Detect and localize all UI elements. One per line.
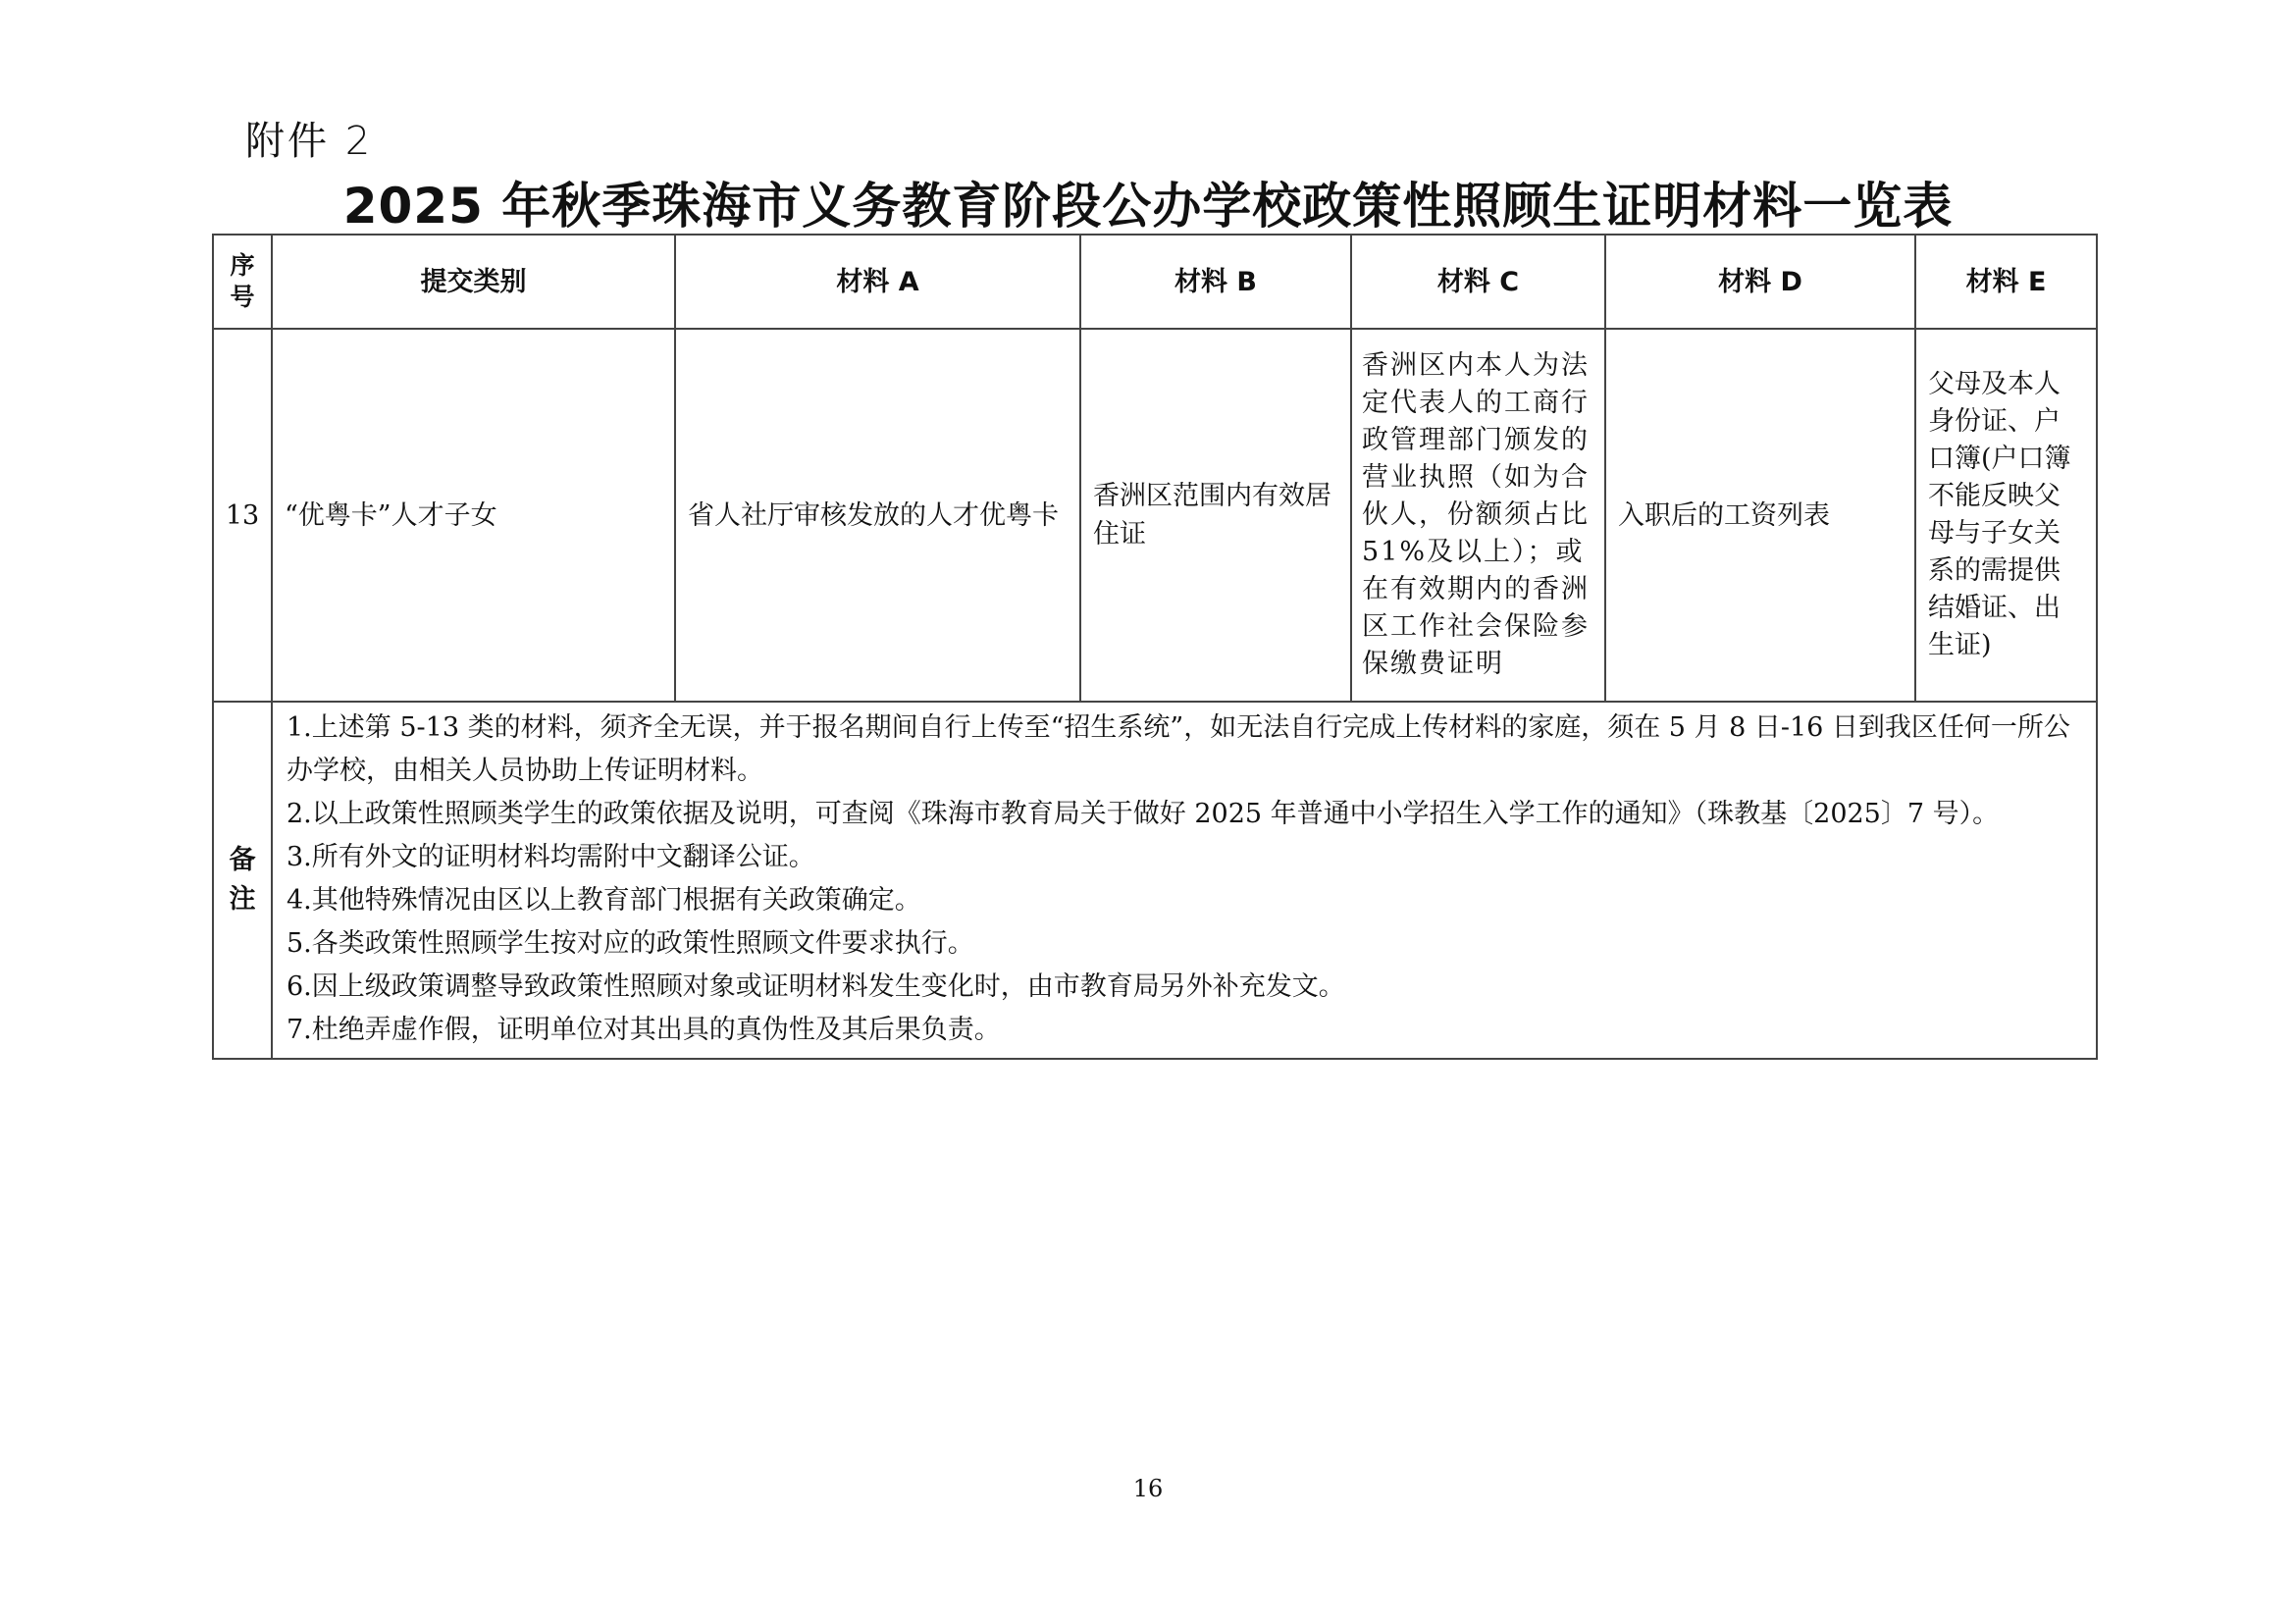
row-material-d: 入职后的工资列表 — [1605, 329, 1915, 702]
table-row — [213, 329, 2097, 702]
remarks-content — [272, 702, 2097, 1059]
remarks-row — [213, 702, 2097, 1059]
remark-item: 6.因上级政策调整导致政策性照顾对象或证明材料发生变化时，由市教育局另外补充发文。 — [287, 971, 1345, 1002]
remark-item: 3.所有外文的证明材料均需附中文翻译公证。 — [287, 842, 815, 872]
header-material-d: 材料 D — [1605, 235, 1915, 329]
materials-table — [212, 234, 2098, 1060]
remark-item: 2.以上政策性照顾类学生的政策依据及说明，可查阅《珠海市教育局关于做好 2025 年普通中小学招生入学工作的通知》（珠教基〔2025〕7 号）。 — [287, 799, 2000, 829]
remark-item: 7.杜绝弄虚作假，证明单位对其出具的真伪性及其后果负责。 — [287, 1015, 1001, 1045]
header-seq: 序 号 — [213, 235, 272, 329]
remark-item: 1.上述第 5-13 类的材料，须齐全无误，并于报名期间自行上传至“招生系统”，如无法自行完成上传材料的家庭，须在 5 月 8 日-16 日到我区任何一所公办学校，由相关人员协助上传证明材料。 — [287, 712, 2070, 786]
row-material-a: 省人社厅审核发放的人才优粤卡 — [675, 329, 1080, 702]
row-seq: 13 — [213, 329, 272, 702]
header-material-c: 材料 C — [1351, 235, 1605, 329]
attachment-label: 附件 2 — [245, 119, 374, 164]
row-category: “优粤卡”人才子女 — [272, 329, 675, 702]
remarks-label: 备 注 — [213, 702, 272, 1059]
page-number: 16 — [1132, 1475, 1164, 1502]
header-material-a: 材料 A — [675, 235, 1080, 329]
remark-item: 4.其他特殊情况由区以上教育部门根据有关政策确定。 — [287, 885, 921, 916]
header-material-e: 材料 E — [1915, 235, 2097, 329]
row-material-b: 香洲区范围内有效居住证 — [1080, 329, 1351, 702]
table-header-row — [213, 235, 2097, 329]
row-material-e: 父母及本人身份证、户口簿(户口簿不能反映父母与子女关系的需提供结婚证、出生证) — [1915, 329, 2097, 702]
header-material-b: 材料 B — [1080, 235, 1351, 329]
header-category: 提交类别 — [272, 235, 675, 329]
document-title: 2025 年秋季珠海市义务教育阶段公办学校政策性照顾生证明材料一览表 — [342, 178, 1954, 235]
row-material-c: 香洲区内本人为法定代表人的工商行政管理部门颁发的营业执照（如为合伙人，份额须占比 51%及以上）；或在有效期内的香洲区工作社会保险参保缴费证明 — [1351, 329, 1605, 702]
remark-item: 5.各类政策性照顾学生按对应的政策性照顾文件要求执行。 — [287, 928, 974, 959]
